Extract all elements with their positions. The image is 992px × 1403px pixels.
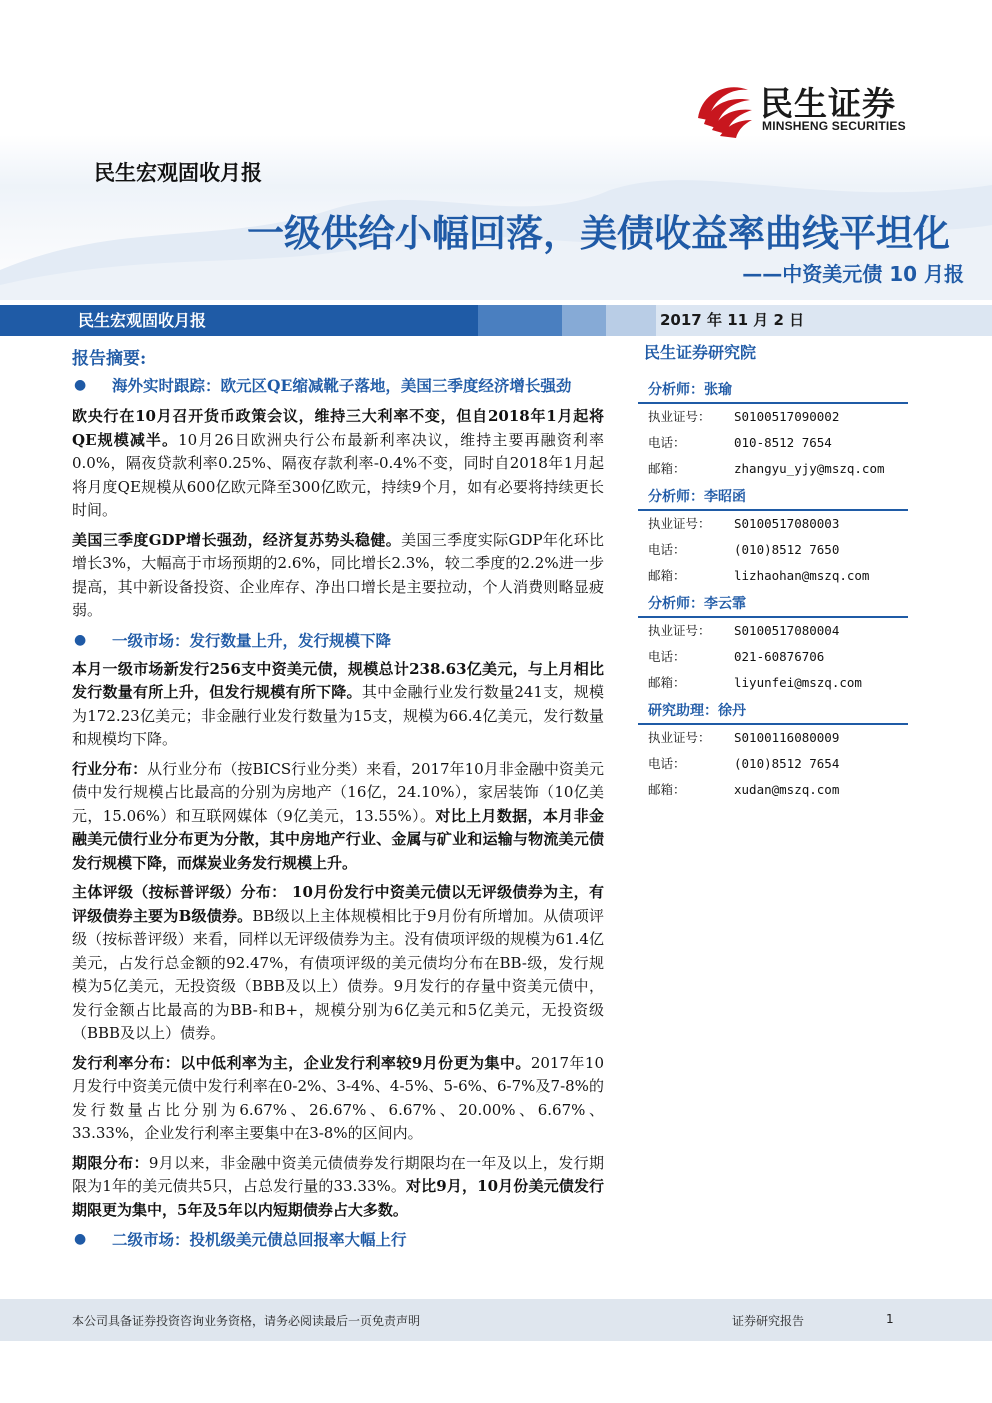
paragraph-text: 其中金融行业发行数量241支，规模为172.23亿美元；非金融行业发行数量为15支，规模为66.4亿美元，发行数量和规模均下降。 (72, 683, 604, 748)
analyst-block (638, 699, 910, 803)
paragraph-lead: 欧央行在10月召开货币政策会议，维持三大利率不变，但自2018年1月起将QE规模减半。 (72, 407, 604, 449)
info-key: 执业证号： (648, 409, 711, 424)
analyst-block (638, 378, 910, 482)
brand-logo (690, 72, 930, 142)
report-subtitle: ——中资美元债 10 月报 (742, 262, 964, 286)
analyst-block (638, 485, 910, 589)
paragraph-emphasis: 对比9月，10月份美元债发行期限更为集中，5年及5年以内短期债券占大多数。 (72, 1177, 604, 1219)
analyst-block (638, 592, 910, 696)
paragraph-lead: 本月一级市场新发行256支中资美元债，规模总计238.63亿美元，与上月相比发行数量有所上升，但发行规模有所下降。 (72, 659, 604, 701)
info-value: (010)8512 7654 (734, 756, 840, 771)
info-row (638, 511, 910, 537)
info-key: 邮箱： (648, 568, 686, 583)
info-key: 电话： (648, 435, 686, 450)
info-key: 电话： (648, 649, 686, 664)
paragraph-lead: 行业分布： (72, 759, 148, 778)
bullet-icon: ● (74, 1231, 87, 1247)
section-bullet (72, 629, 604, 652)
info-row (638, 777, 910, 803)
title-band (0, 305, 992, 336)
paragraph (72, 1052, 604, 1146)
abstract-label: 报告摘要: (72, 349, 147, 369)
info-row (638, 670, 910, 696)
band-block (606, 305, 656, 336)
info-value[interactable]: xudan@mszq.com (734, 782, 840, 797)
bullet-text: 海外实时跟踪：欧元区QE缩减靴子落地，美国三季度经济增长强劲 (112, 376, 572, 395)
report-date: 2017 年 11 月 2 日 (660, 311, 805, 329)
info-key: 执业证号： (648, 730, 711, 745)
paragraph (72, 758, 604, 876)
section-bullet (72, 1228, 604, 1251)
info-key: 电话： (648, 542, 686, 557)
bullet-text: 一级市场：发行数量上升，发行规模下降 (112, 630, 392, 650)
bullet-text: 二级市场：投机级美元债总回报率大幅上行 (112, 1230, 407, 1249)
analyst-name: 分析师：李昭函 (638, 485, 908, 511)
info-row (638, 537, 910, 563)
analyst-name: 分析师：张瑜 (638, 378, 908, 404)
paragraph (72, 529, 604, 623)
info-value: S0100116080009 (734, 730, 840, 745)
info-value[interactable]: zhangyu_yjy@mszq.com (734, 461, 885, 476)
abstract-column (72, 344, 604, 1251)
paragraph-text: 10月26日欧洲央行公布最新利率决议，维持主要再融资利率0.0%，隔夜贷款利率0.25%、隔夜存款利率-0.4%不变，同时自2018年1月起将月度QE规模从600亿欧元降至300亿欧元，持续9个月，如有必要将持续更长时间。 (72, 430, 604, 519)
institute-name: 民生证券研究院 (644, 343, 757, 362)
info-value: (010)8512 7650 (734, 542, 840, 557)
paragraph-emphasis: 对比上月数据，本月非金融美元债行业分布更为分散，其中房地产行业、金属与矿业和运输与物流美元债发行规模下降，而煤炭业务发行规模上升。 (72, 806, 604, 872)
info-row (638, 563, 910, 589)
bullet-icon: ● (74, 377, 87, 393)
band-block (562, 305, 606, 336)
paragraph (72, 1152, 604, 1223)
info-row (638, 618, 910, 644)
brand-name-cn: 民生证券 (760, 84, 896, 123)
paragraph-text: 从行业分布（按BICS行业分类）来看，2017年10月非金融中资美元债中发行规模占比最高的分别为房地产（16亿，24.10%），家居装饰（10亿美元，15.06%）和互联网媒体（9亿美元，13.55%）。 (72, 759, 604, 825)
info-key: 邮箱： (648, 461, 686, 476)
paragraph (72, 658, 604, 752)
info-value[interactable]: lizhaohan@mszq.com (734, 568, 870, 583)
info-value: S0100517080004 (734, 623, 840, 638)
brand-name-en: MINSHENG SECURITIES (762, 119, 906, 133)
paragraph-lead: 美国三季度GDP增长强劲，经济复苏势头稳健。 (72, 530, 402, 549)
info-value: 021-60876706 (734, 649, 825, 664)
info-value: S0100517080003 (734, 516, 840, 531)
info-value: 010-8512 7654 (734, 435, 832, 450)
info-key: 执业证号： (648, 623, 711, 638)
page-number: 1 (886, 1312, 894, 1326)
bullet-icon: ● (74, 631, 87, 648)
paragraph-text: 2017年10月发行中资美元债中发行利率在0-2%、3-4%、4-5%、5-6%、6-7%及7-8%的发行数量占比分别为6.67%、26.67%、6.67%、20.00%、6.67%、33.33%，企业发行利率主要集中在3-8%的区间内。 (72, 1053, 604, 1142)
info-key: 邮箱： (648, 675, 686, 690)
info-key: 执业证号： (648, 516, 711, 531)
info-key: 邮箱： (648, 782, 686, 797)
info-value[interactable]: liyunfei@mszq.com (734, 675, 862, 690)
paragraph-lead: 主体评级（按标普评级）分布： 10月份发行中资美元债以无评级债券为主，有评级债券主要为B级债券。 (72, 883, 604, 925)
info-value: S0100517090002 (734, 409, 840, 424)
paragraph-text: BB级以上主体规模相比于9月份有所增加。从债项评级（按标普评级）来看，同样以无评级债券为主。没有债项评级的规模为61.4亿美元，占发行总金额的92.47%，有债项评级的美元债均分布在BB-级，发行规模为5亿美元，无投资级（BBB及以上）债券。9月发行的存量中资美元债中，发行金额占比最高的为BB-和B+，规模分别为6亿美元和5亿美元，无投资级（BBB及以上）债券。 (72, 906, 604, 1042)
info-row (638, 725, 910, 751)
paragraph (72, 881, 604, 1046)
info-row (638, 456, 910, 482)
report-type: 民生宏观固收月报 (94, 160, 262, 185)
footer-doc-type: 证券研究报告 (732, 1314, 805, 1328)
paragraph-lead: 发行利率分布：以中低利率为主，企业发行利率较9月份更为集中。 (72, 1053, 531, 1072)
paragraph (72, 405, 604, 523)
section-bullet (72, 374, 604, 397)
analyst-name: 分析师：李云霏 (638, 592, 908, 618)
paragraph-lead: 期限分布： (72, 1153, 149, 1172)
report-title: 一级供给小幅回落，美债收益率曲线平坦化 (247, 212, 950, 255)
paragraph-text: 9月以来，非金融中资美元债债券发行期限均在一年及以上，发行期限为1年的美元债共5只，占总发行量的33.33%。 (72, 1153, 604, 1195)
info-row (638, 644, 910, 670)
analyst-name: 研究助理：徐丹 (638, 699, 908, 725)
info-row (638, 430, 910, 456)
band-block (478, 305, 562, 336)
band-label: 民生宏观固收月报 (0, 305, 478, 336)
info-row (638, 404, 910, 430)
analyst-sidebar (638, 338, 910, 803)
footer-disclaimer: 本公司具备证券投资咨询业务资格，请务必阅读最后一页免责声明 (72, 1314, 421, 1328)
info-row (638, 751, 910, 777)
minsheng-logo-icon (690, 74, 756, 140)
paragraph-text: 美国三季度实际GDP年化环比增长3%，大幅高于市场预期的2.6%，同比增长2.3%，较二季度的2.2%进一步提高，其中新设备投资、企业库存、净出口增长是主要拉动，个人消费则略显疲弱。 (72, 530, 604, 619)
info-key: 电话： (648, 756, 686, 771)
